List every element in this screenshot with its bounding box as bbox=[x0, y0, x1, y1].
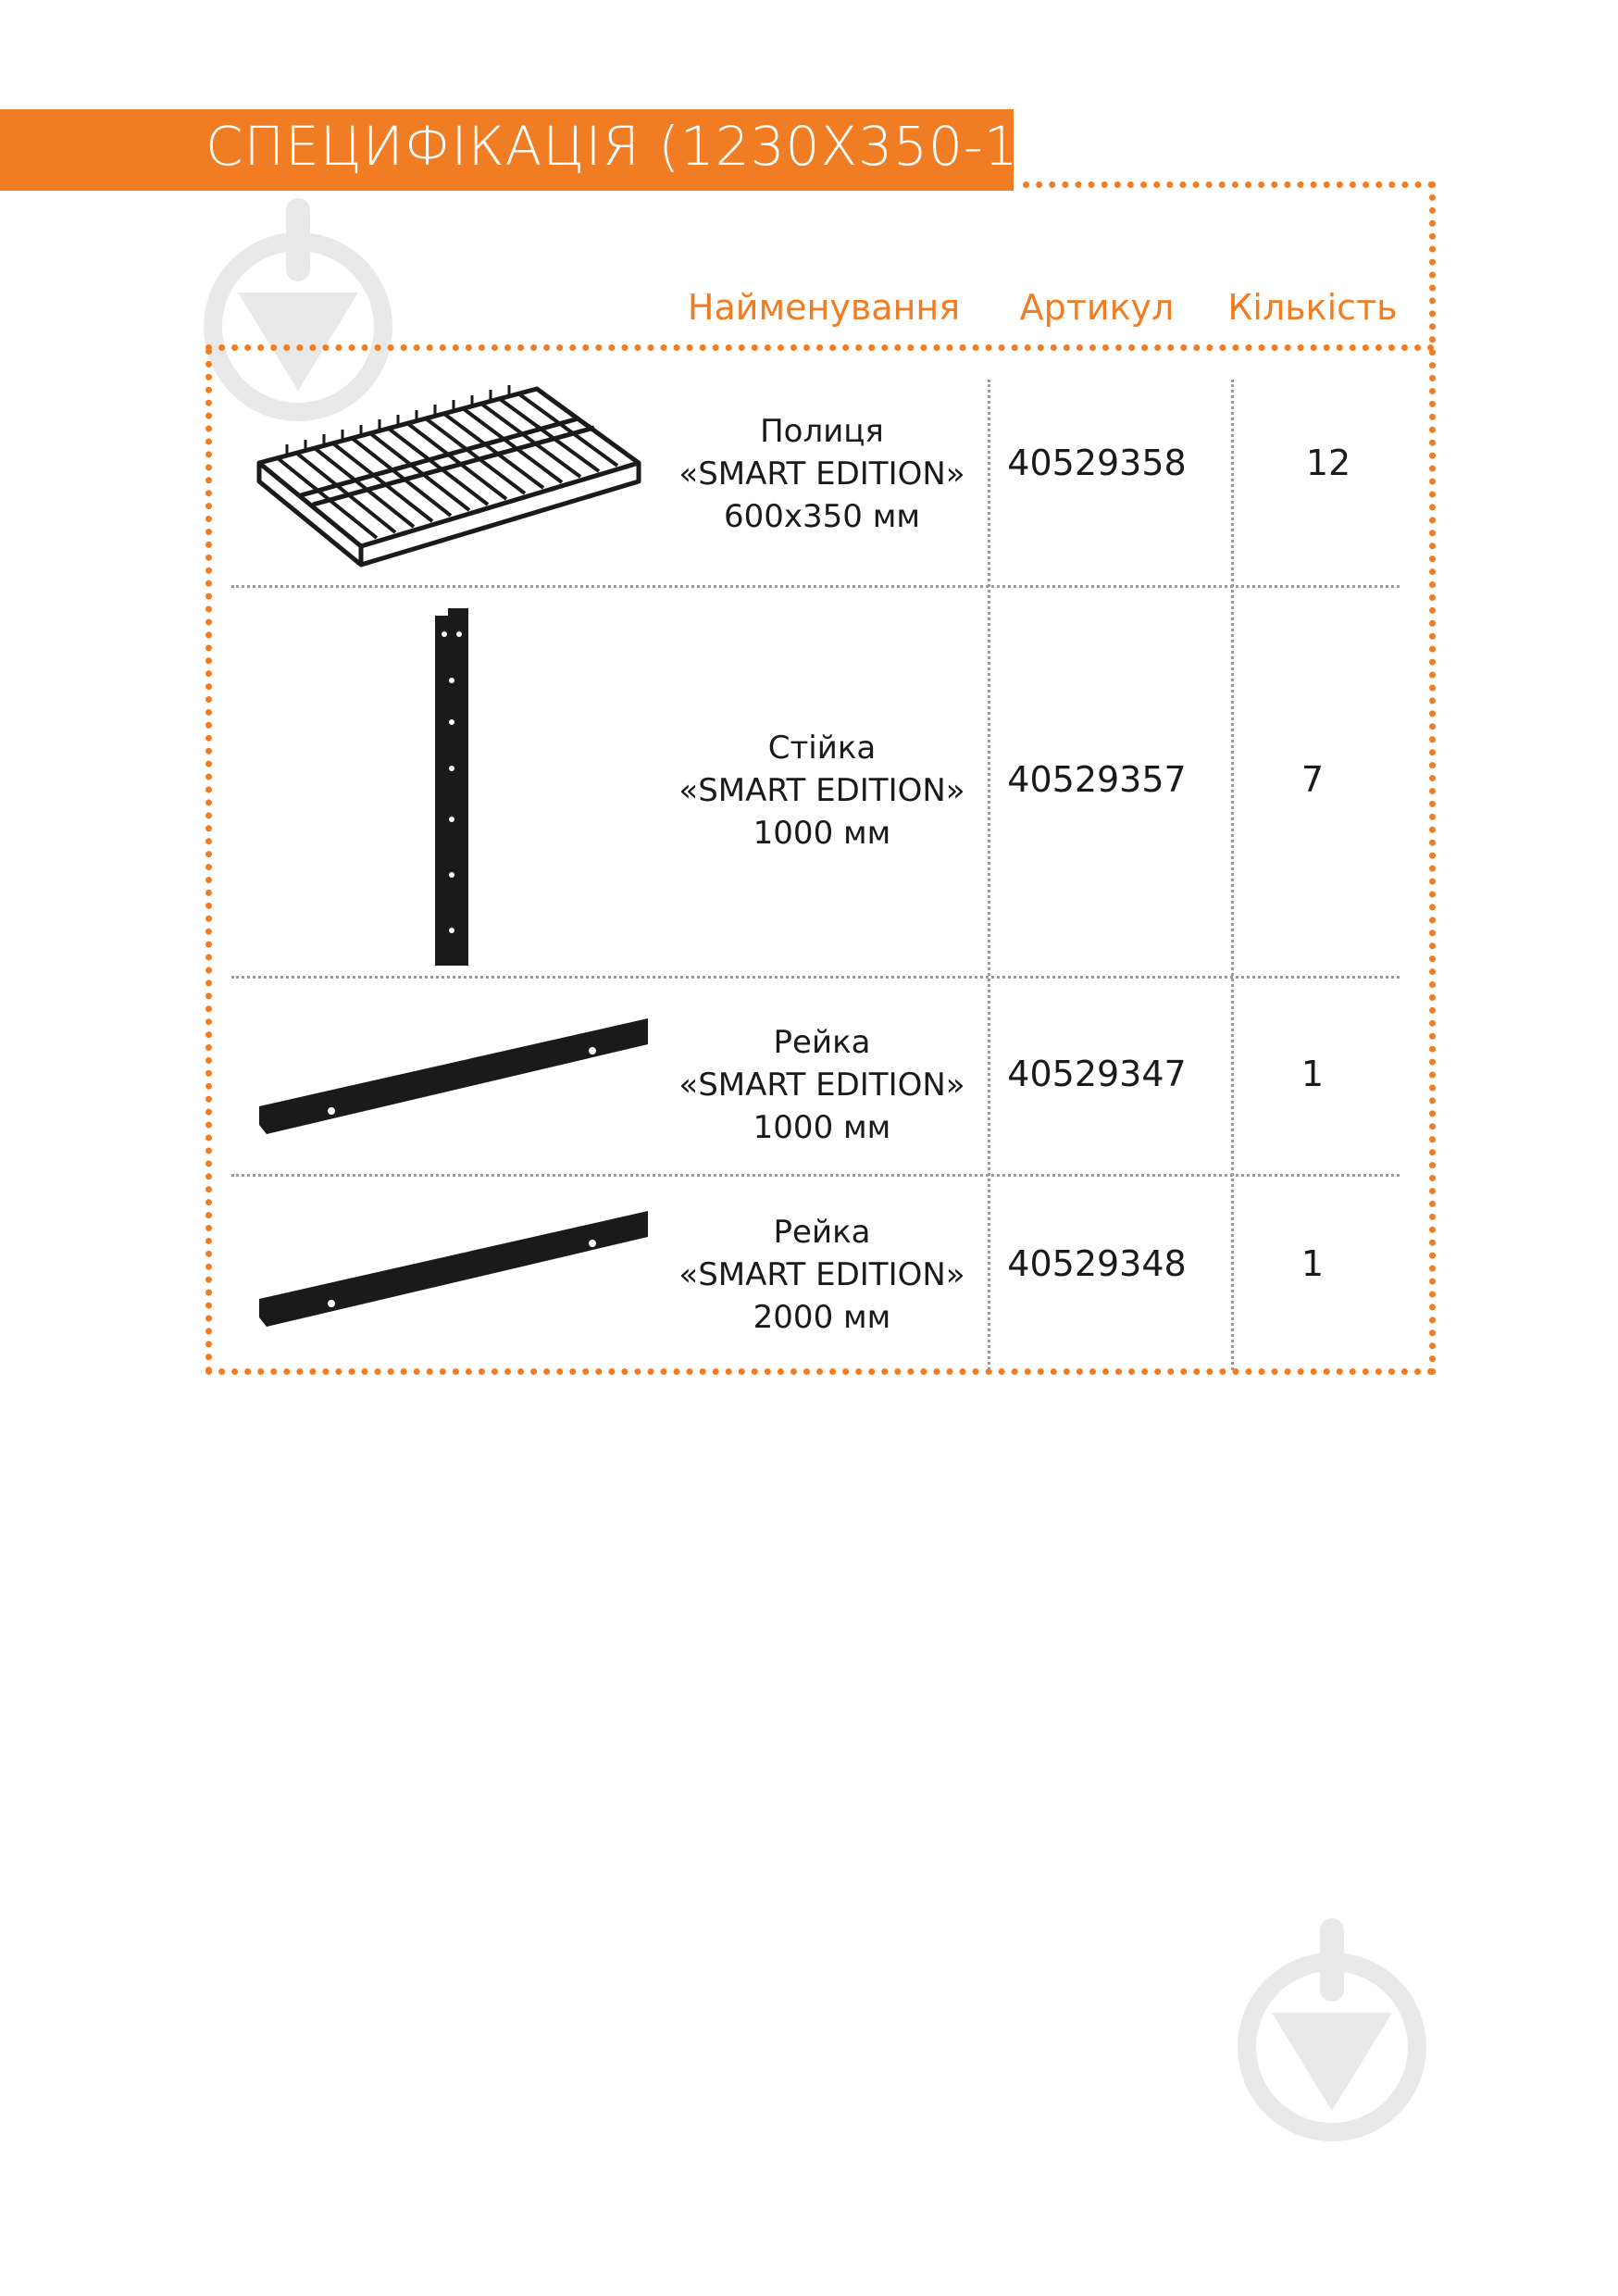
item-name bbox=[678, 1211, 966, 1339]
item-article: 40529347 bbox=[1007, 1054, 1187, 1094]
upright-post-illustration bbox=[426, 606, 481, 967]
item-quantity: 1 bbox=[1301, 1243, 1325, 1284]
item-article: 40529358 bbox=[1007, 443, 1187, 483]
row-divider bbox=[231, 1174, 1400, 1177]
item-name-type: Стійка bbox=[767, 730, 877, 767]
item-name bbox=[678, 727, 966, 855]
item-quantity: 7 bbox=[1301, 759, 1325, 800]
item-name bbox=[678, 410, 966, 538]
watermark-logo-icon bbox=[1233, 1915, 1431, 2146]
item-name-series: «SMART EDITION» bbox=[678, 1067, 965, 1104]
item-name-size: 2000 мм bbox=[753, 1299, 891, 1336]
item-name-type: Полиця bbox=[760, 413, 884, 450]
wire-shelf-illustration bbox=[250, 370, 657, 574]
row-divider bbox=[231, 585, 1400, 588]
frame-bottom-border bbox=[205, 1368, 1435, 1375]
item-name-type: Рейка bbox=[773, 1024, 871, 1061]
frame-right-border bbox=[1429, 181, 1436, 1376]
header-quantity: Кількість bbox=[1227, 287, 1398, 328]
rail-illustration bbox=[250, 1009, 657, 1157]
item-name-size: 1000 мм bbox=[753, 815, 891, 852]
item-name bbox=[678, 1021, 966, 1149]
rail-illustration bbox=[250, 1202, 657, 1350]
item-quantity: 12 bbox=[1305, 443, 1351, 483]
header-name: Найменування bbox=[687, 287, 961, 328]
row-divider bbox=[231, 976, 1400, 979]
item-article: 40529348 bbox=[1007, 1243, 1187, 1284]
item-name-size: 1000 мм bbox=[753, 1109, 891, 1146]
item-name-series: «SMART EDITION» bbox=[678, 772, 965, 809]
frame-top-border bbox=[1023, 181, 1435, 188]
item-name-size: 600х350 мм bbox=[723, 498, 921, 535]
header-article: Артикул bbox=[1019, 287, 1175, 328]
item-quantity: 1 bbox=[1301, 1054, 1325, 1094]
column-divider bbox=[988, 380, 990, 1370]
item-name-type: Рейка bbox=[773, 1214, 871, 1251]
item-article: 40529357 bbox=[1007, 759, 1187, 800]
page-title: СПЕЦИФІКАЦІЯ (1230Х350-12) bbox=[205, 115, 1077, 178]
item-name-series: «SMART EDITION» bbox=[678, 455, 965, 493]
frame-left-border bbox=[205, 348, 212, 1374]
column-divider bbox=[1231, 380, 1234, 1370]
item-name-series: «SMART EDITION» bbox=[678, 1256, 965, 1293]
header-divider bbox=[205, 344, 1435, 351]
